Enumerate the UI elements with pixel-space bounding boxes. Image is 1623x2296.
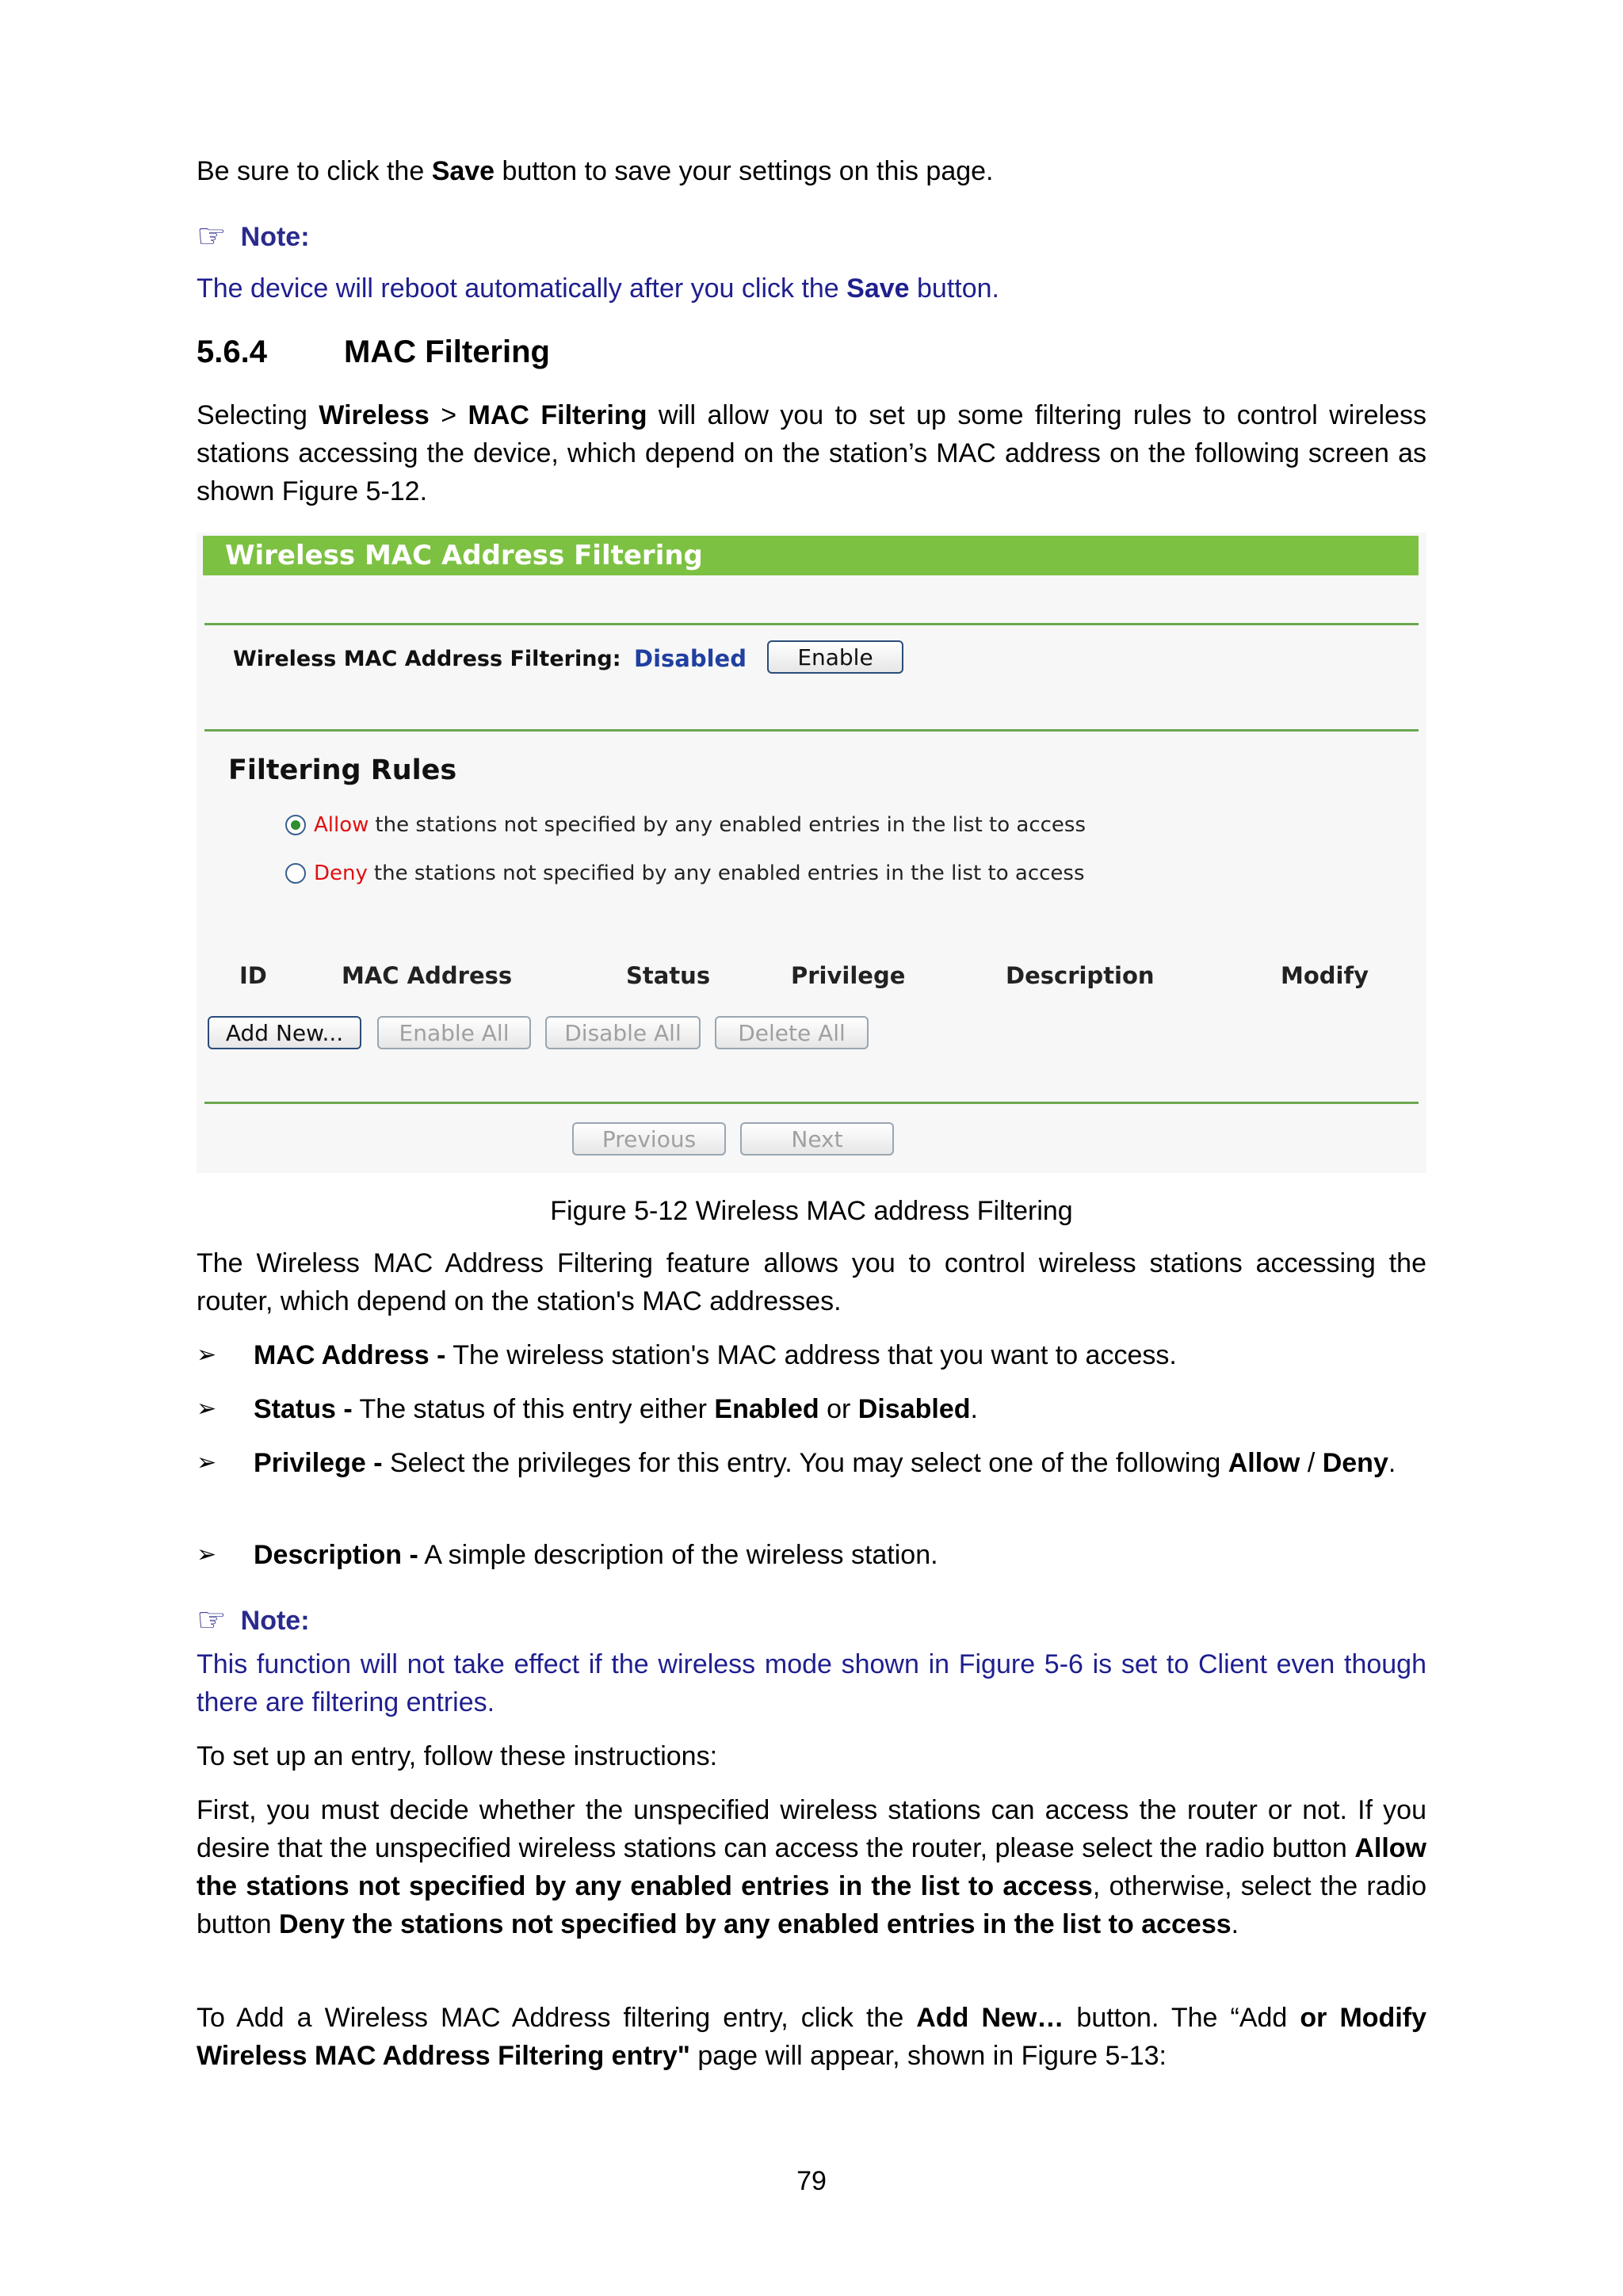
arrow-bullet-icon: ➢ — [197, 1541, 217, 1568]
radio-deny-key: Deny — [314, 861, 368, 885]
divider — [204, 729, 1419, 732]
setup-intro: To set up an entry, follow these instructions: — [197, 1741, 718, 1771]
next-button[interactable]: Next — [740, 1122, 894, 1156]
note-label-2: ☞ Note: — [197, 1601, 310, 1638]
section-intro: Selecting Wireless > MAC Filtering will allow you to set up some filtering rules to control wireless stations accessing the device, which depend on the station’s MAC address on the following screen as shown Figure 5-12. — [197, 400, 1427, 506]
divider — [204, 623, 1419, 625]
column-header-modify: Modify — [1281, 962, 1369, 989]
disable-all-button[interactable]: Disable All — [545, 1016, 701, 1049]
figure-caption: Figure 5-12 Wireless MAC address Filtering — [550, 1196, 1073, 1226]
radio-deny-button[interactable] — [285, 863, 306, 884]
mac-filtering-screenshot — [197, 533, 1426, 1173]
radio-allow-button[interactable] — [285, 815, 306, 835]
bullet-mac-address: ➢ MAC Address - The wireless station's MAC address that you want to access. — [197, 1336, 1426, 1374]
column-header-privilege: Privilege — [791, 962, 906, 989]
pointing-hand-icon: ☞ — [197, 217, 227, 254]
filter-status-label: Wireless MAC Address Filtering: — [233, 647, 621, 671]
radio-allow-key: Allow — [314, 813, 369, 837]
enable-button[interactable]: Enable — [767, 640, 903, 674]
note-text: The device will reboot automatically after you click the Save button. — [197, 273, 999, 304]
previous-button[interactable]: Previous — [572, 1122, 726, 1156]
column-header-mac: MAC Address — [342, 962, 513, 989]
filter-status-value: Disabled — [634, 645, 747, 672]
arrow-bullet-icon: ➢ — [197, 1342, 217, 1368]
column-header-id: ID — [239, 962, 267, 989]
note-label: ☞ Note: — [197, 217, 310, 254]
note-text-2: This function will not take effect if the wireless mode shown in Figure 5-6 is set to Client even though there are filtering entries. — [197, 1649, 1426, 1717]
radio-allow[interactable] — [285, 813, 1086, 837]
first-step-paragraph: First, you must decide whether the unspecified wireless stations can access the router or not. If you desire that the unspecified wireless stations can access the router, please select the radio button Allow the stations not specified by any enabled entries in the list to access, otherwise, select the radio button Deny the stations not specified by any enabled entries in the list to access. — [197, 1795, 1426, 1939]
add-new-button[interactable]: Add New... — [208, 1016, 361, 1049]
section-heading: 5.6.4 MAC Filtering — [197, 334, 550, 369]
delete-all-button[interactable]: Delete All — [715, 1016, 869, 1049]
save-reminder: Be sure to click the Save button to save your settings on this page. — [197, 156, 994, 186]
feature-description: The Wireless MAC Address Filtering feature allows you to control wireless stations accessing the router, which depend on the station's MAC addresses. — [197, 1248, 1426, 1316]
divider — [204, 1102, 1419, 1104]
radio-deny[interactable] — [285, 861, 1085, 885]
arrow-bullet-icon: ➢ — [197, 1450, 217, 1476]
bullet-privilege: ➢ Privilege - Select the privileges for this entry. You may select one of the following Allow / Deny. — [197, 1444, 1426, 1482]
bullet-status: ➢ Status - The status of this entry either Enabled or Disabled. — [197, 1390, 1426, 1428]
filtering-rules-heading: Filtering Rules — [228, 755, 457, 786]
figure-banner: Wireless MAC Address Filtering — [203, 536, 1419, 575]
column-header-status: Status — [626, 962, 711, 989]
radio-allow-text: the stations not specified by any enabled entries in the list to access — [375, 813, 1086, 837]
page-number: 79 — [796, 2166, 827, 2196]
bullet-description: ➢ Description - A simple description of the wireless station. — [197, 1536, 1426, 1574]
pointing-hand-icon: ☞ — [197, 1601, 227, 1638]
radio-deny-text: the stations not specified by any enabled entries in the list to access — [373, 861, 1085, 885]
add-entry-paragraph: To Add a Wireless MAC Address filtering entry, click the Add New… button. The “Add or Modify Wireless MAC Address Filtering entry" page will appear, shown in Figure 5-13: — [197, 2003, 1426, 2071]
enable-all-button[interactable]: Enable All — [377, 1016, 531, 1049]
arrow-bullet-icon: ➢ — [197, 1396, 217, 1422]
column-header-description: Description — [1006, 962, 1155, 989]
